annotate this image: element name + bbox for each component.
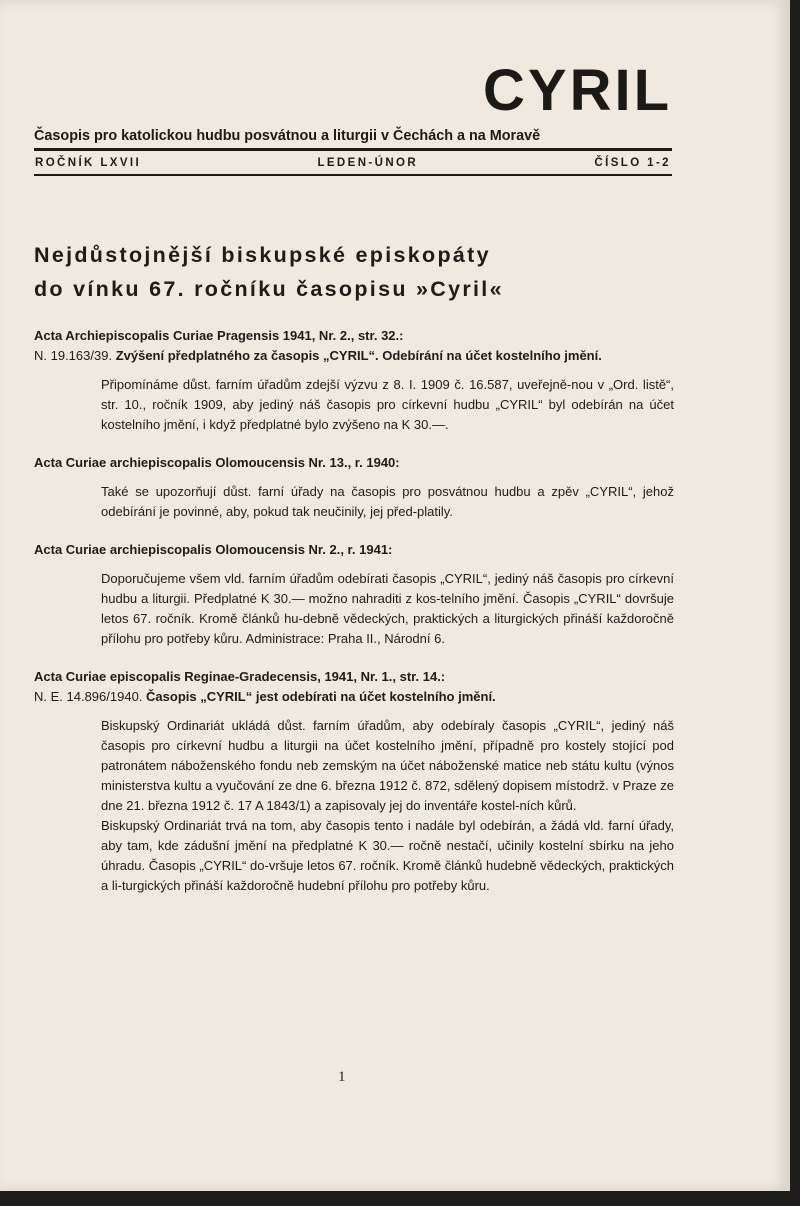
paragraph: Doporučujeme všem vld. farním úřadům odebírati časopis „CYRIL“, jediný náš časopis pro církevní hudbu a liturgii. Předplatné K 30.— možno nahraditi z kos-telního jmění. Časopis „CYRIL“ dovršuje letos 67. ročník. Kromě článků hu-debně vědeckých, praktických a liturgických přináší každoročně přílohu pro potřeby kůru. Administrace: Praha II., Národní 6. <box>101 571 674 646</box>
section-body <box>101 482 674 522</box>
journal-title: CYRIL <box>483 58 672 123</box>
section-source: Acta Curiae archiepiscopalis Olomoucensis Nr. 13., r. 1940: <box>34 455 400 470</box>
headline-line-2: do vínku 67. ročníku časopisu »Cyril« <box>34 277 504 301</box>
section-body <box>101 375 674 435</box>
section-hradec-kralove <box>34 667 674 896</box>
section-olomouc-1941 <box>34 540 674 649</box>
header-rule <box>34 148 672 151</box>
issue-label: ČÍSLO 1-2 <box>594 157 671 169</box>
journal-subtitle: Časopis pro katolickou hudbu posvátnou a liturgii v Čechách a na Moravě <box>34 128 541 144</box>
decree-number: N. E. 14.896/1940. <box>34 689 143 704</box>
decree-heading <box>34 346 674 366</box>
paragraph: Také se upozorňují důst. farní úřady na časopis pro posvátnou hudbu a zpěv „CYRIL“, jehož odebírání je povinné, aby, pokud tak neučinily, jej před-platily. <box>101 484 674 519</box>
headline-line-1: Nejdůstojnější biskupské episkopáty <box>34 243 491 267</box>
section-source: Acta Archiepiscopalis Curiae Pragensis 1941, Nr. 2., str. 32.: <box>34 328 404 343</box>
page-number: 1 <box>338 1069 346 1085</box>
header-rule-bottom <box>34 174 672 176</box>
article-headline <box>34 238 674 306</box>
section-source: Acta Curiae episcopalis Reginae-Gradecensis, 1941, Nr. 1., str. 14.: <box>34 669 446 684</box>
paragraph: Biskupský Ordinariát ukládá důst. farním úřadům, aby odebíraly časopis „CYRIL“, jediný náš časopis pro církevní hudbu a liturgii na účet kostelního jmění, případně pro kostely stojící pod patronátem náboženského fondu neb zemským na účet náboženské matice neb státu kultu (výnos ministerstva kultu a vyučování ze dne 6. března 1912 č. 872, sdělený dopisem místodrž. v Praze ze dne 21. března 1912 č. 17 A 1843/1) a zapisovaly jej do inventáře kostel-ních kůrů. <box>101 718 674 813</box>
decree-title: Zvýšení předplatného za časopis „CYRIL“. Odebírání na účet kostelního jmění. <box>115 348 602 363</box>
section-olomouc-1940 <box>34 453 674 522</box>
article <box>34 238 674 896</box>
section-source: Acta Curiae archiepiscopalis Olomoucensis Nr. 2., r. 1941: <box>34 542 393 557</box>
section-body <box>101 716 674 896</box>
decree-heading <box>34 687 674 707</box>
paragraph: Připomínáme důst. farním úřadům zdejší výzvu z 8. I. 1909 č. 16.587, uveřejně-nou v „Ord. listě“, str. 10., ročník 1909, aby jediný náš časopis pro církevní hudbu „CYRIL“ byl odebírán na účet kostelního jmění, i když předplatné bylo zvýšeno na K 30.—. <box>101 377 674 432</box>
decree-number: N. 19.163/39. <box>34 348 113 363</box>
section-prague <box>34 326 674 435</box>
issue-info-bar <box>34 157 672 169</box>
section-body <box>101 569 674 649</box>
decree-title: Časopis „CYRIL“ jest odebírati na účet kostelního jmění. <box>146 689 496 704</box>
journal-header <box>34 58 672 176</box>
volume-label: ROČNÍK LXVII <box>35 157 142 169</box>
paragraph: Biskupský Ordinariát trvá na tom, aby časopis tento i nadále byl odebírán, a žádá vld. farní úřady, aby tam, kde zádušní jmění na předplatné K 30.— ročně nestačí, učinily kostelní sbírku na jeho úhradu. Časopis „CYRIL“ do-vršuje letos 67. ročník. Kromě článků hudebně vědeckých, praktických a li-turgických přináší každoročně hudební přílohu pro potřeby kůru. <box>101 818 674 893</box>
months-label: LEDEN-ÚNOR <box>317 157 419 169</box>
